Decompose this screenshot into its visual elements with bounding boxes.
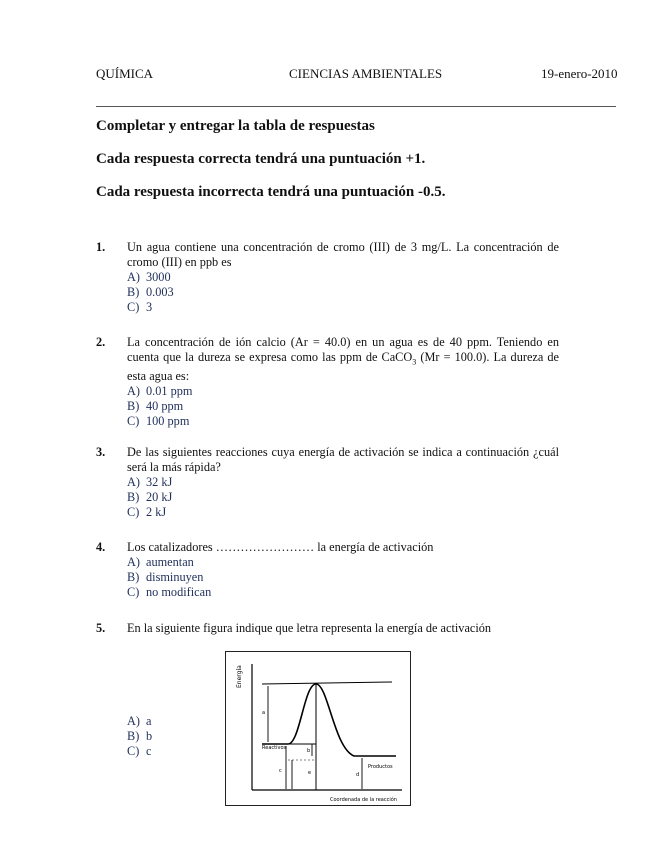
option-c[interactable]: C) 2 kJ [127, 505, 167, 519]
option-c[interactable]: C) c [127, 744, 152, 758]
options-list [127, 555, 559, 600]
question-number: 5. [96, 621, 106, 635]
question-4 [96, 540, 559, 600]
question-number: 2. [96, 335, 106, 349]
question-2 [96, 335, 559, 429]
y-axis-label: Energía [236, 665, 243, 688]
header-date: 19-enero-2010 [541, 66, 618, 81]
label-a: a [262, 710, 266, 716]
question-number: 1. [96, 240, 106, 254]
question-number: 4. [96, 540, 106, 554]
option-c[interactable]: C) 100 ppm [127, 414, 190, 429]
question-5-options [127, 714, 152, 759]
question-3 [96, 445, 559, 520]
options-list [127, 384, 559, 429]
label-c: c [279, 768, 282, 774]
option-b[interactable]: B) b [127, 729, 153, 743]
question-text: De las siguientes reacciones cuya energía de activación se indica a continuación ¿cuál será la más rápida? [127, 445, 559, 474]
question-1 [96, 240, 559, 315]
instruction-correct-score: Cada respuesta correcta tendrá una puntuación +1. [96, 151, 426, 167]
options-list [127, 270, 559, 315]
header-subject: QUÍMICA [96, 66, 154, 81]
option-b[interactable]: B) disminuyen [127, 570, 204, 584]
option-a[interactable]: A) a [127, 714, 152, 728]
question-text: En la siguiente figura indique que letra representa la energía de activación [127, 621, 492, 635]
header-course: CIENCIAS AMBIENTALES [289, 66, 443, 81]
option-b[interactable]: B) 40 ppm [127, 399, 184, 414]
option-a[interactable]: A) 32 kJ [127, 475, 173, 489]
options-list [127, 475, 559, 520]
header-rule [96, 106, 616, 107]
peak-level-line [262, 682, 392, 684]
option-a[interactable]: A) 3000 [127, 270, 171, 284]
question-text: La concentración de ión calcio (Ar = 40.0) en un agua es de 40 ppm. Teniendo en cuenta que la dureza se expresa como las ppm de CaCO$_3$ (Mr = 100.0). La dureza de esta agua es: [127, 335, 559, 384]
question-number: 3. [96, 445, 106, 459]
reactants-label: Reactivos [262, 745, 287, 751]
option-b[interactable]: B) 0.003 [127, 285, 174, 299]
instruction-incorrect-score: Cada respuesta incorrecta tendrá una puntuación -0.5. [96, 184, 446, 200]
instruction-submit: Completar y entregar la tabla de respuestas [96, 118, 375, 134]
x-axis-label: Coordenada de la reacción [330, 797, 397, 803]
option-c[interactable]: C) 3 [127, 300, 153, 314]
option-c[interactable]: C) no modifican [127, 585, 212, 599]
label-b: b [307, 748, 311, 754]
question-text: Un agua contiene una concentración de cromo (III) de 3 mg/L. La concentración de cromo (III) en ppb es [127, 240, 559, 269]
option-a[interactable]: A) 0.01 ppm [127, 384, 193, 399]
label-e: e [308, 770, 312, 776]
question-text: Los catalizadores …………………… la energía de activación [127, 540, 434, 554]
option-b[interactable]: B) 20 kJ [127, 490, 173, 504]
option-a[interactable]: A) aumentan [127, 555, 194, 569]
energy-diagram [226, 652, 410, 805]
products-label: Productos [368, 764, 393, 770]
question-5 [96, 621, 559, 636]
energy-diagram-figure [225, 651, 411, 806]
label-d: d [356, 772, 360, 778]
